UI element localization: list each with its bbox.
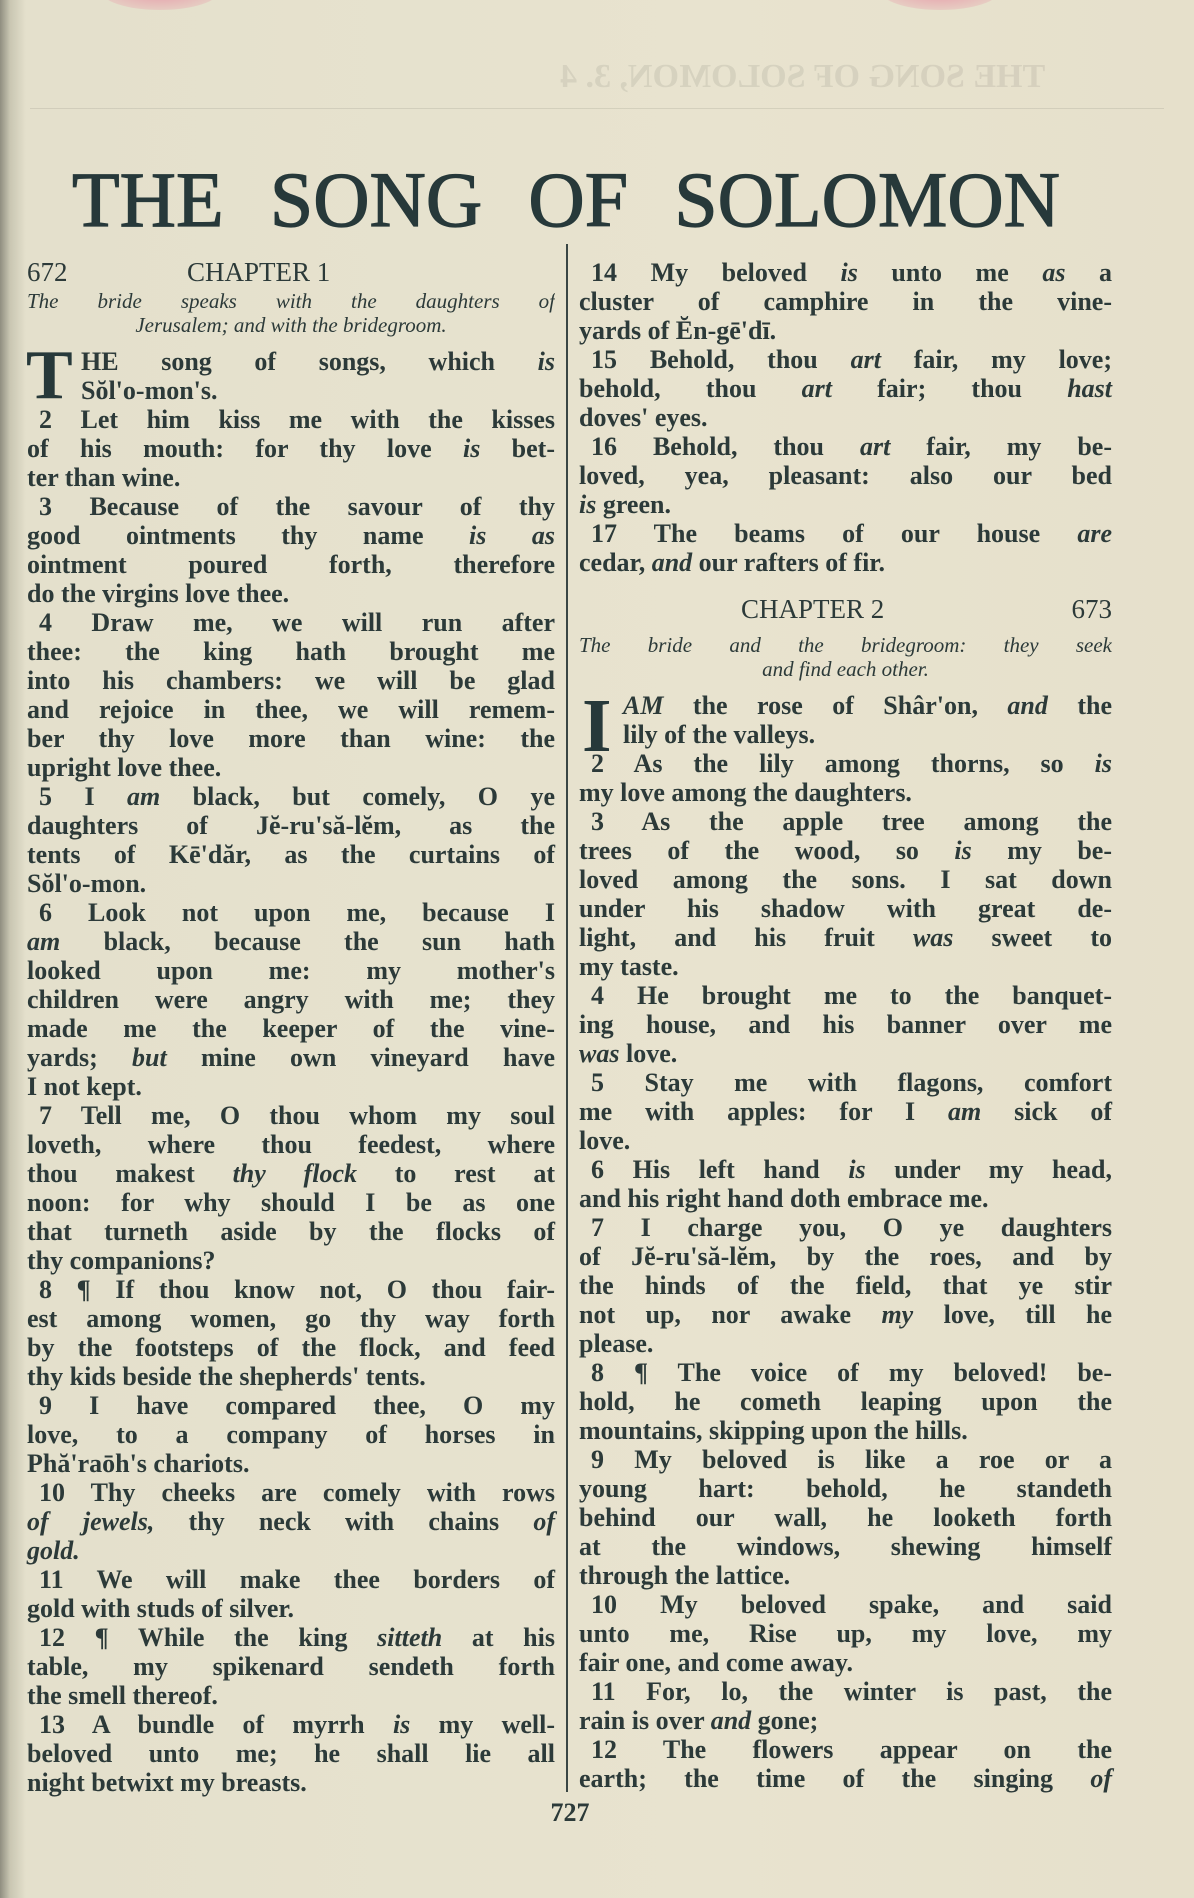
text-line — [579, 1474, 1112, 1503]
bleed-through-rule — [30, 108, 1164, 109]
text-line — [27, 637, 555, 666]
italic-text: art — [801, 374, 832, 403]
text-line — [579, 1271, 1112, 1300]
text-span: 6 His left hand — [591, 1155, 849, 1184]
text-span: love, till he — [913, 1300, 1112, 1329]
text-span: by the footsteps of the flock, and feed — [27, 1333, 555, 1362]
italic-text: thy flock — [232, 1159, 357, 1188]
text-line — [579, 1619, 1112, 1648]
text-line — [27, 1188, 555, 1217]
text-line — [27, 840, 555, 869]
text-line — [579, 1503, 1112, 1532]
text-line — [27, 1507, 555, 1536]
text-line — [579, 1242, 1112, 1271]
summary-line: The bride speaks with the daughters of — [27, 289, 555, 313]
column-divider — [566, 244, 568, 1792]
text-line — [27, 782, 555, 811]
chapter-1-heading — [27, 258, 555, 287]
italic-text: and — [651, 548, 693, 577]
text-line — [579, 374, 1112, 403]
text-line — [579, 778, 1112, 807]
text-span: fair; thou — [831, 374, 1068, 403]
text-line — [27, 1681, 555, 1710]
text-line — [579, 1648, 1112, 1677]
italic-text: hast — [1067, 374, 1112, 403]
text-line — [579, 490, 1112, 519]
bleed-through-header: THE SONG OF SOLOMON, 3. 4 — [560, 58, 1046, 95]
text-span: 11 We will make thee borders of — [39, 1565, 555, 1594]
text-line — [27, 1159, 555, 1188]
text-span: and rejoice in thee, we will remem- — [27, 695, 555, 724]
text-line — [579, 865, 1112, 894]
text-line — [27, 463, 555, 492]
text-line — [27, 376, 555, 405]
text-span: my be- — [971, 836, 1112, 865]
text-line — [579, 1590, 1112, 1619]
text-span: at his — [442, 1623, 555, 1652]
text-span: ber thy love more than wine: the — [27, 724, 555, 753]
text-span: behind our wall, he looketh forth — [579, 1503, 1112, 1532]
italic-text: and — [1007, 691, 1048, 720]
text-line — [27, 1623, 555, 1652]
text-span: of his mouth: for thy love — [27, 434, 463, 463]
text-span: loved among the sons. I sat down — [579, 865, 1112, 894]
chapter-2-text — [579, 691, 1112, 1793]
italic-text: and — [710, 1706, 752, 1735]
italic-text: is — [579, 490, 597, 519]
text-line — [579, 1068, 1112, 1097]
italic-text: art — [859, 432, 891, 461]
text-span: 2 As the lily among thorns, so — [591, 749, 1095, 778]
text-line — [579, 923, 1112, 952]
drop-cap: I — [582, 684, 612, 768]
text-span: 8 ¶ The voice of my beloved! be- — [591, 1358, 1112, 1387]
text-line — [27, 1710, 555, 1739]
chapter-1-text — [27, 347, 555, 1797]
text-line — [27, 927, 555, 956]
text-line — [27, 579, 555, 608]
chapter-2-heading — [579, 595, 1112, 624]
text-span: daughters of Jĕ-ru'să-lĕm, as the — [27, 811, 555, 840]
text-span: children were angry with me; they — [27, 985, 555, 1014]
text-span: cedar, — [579, 548, 652, 577]
italic-text: as — [1042, 258, 1066, 287]
page-reference: 672 — [27, 257, 68, 287]
text-line — [579, 894, 1112, 923]
text-line — [27, 550, 555, 579]
text-line — [579, 836, 1112, 865]
italic-text: sitteth — [377, 1623, 443, 1652]
drop-cap: T — [26, 337, 73, 414]
text-line — [579, 1387, 1112, 1416]
text-line — [27, 1594, 555, 1623]
text-span: looked upon me: my mother's — [27, 956, 555, 985]
text-line — [27, 1043, 555, 1072]
text-line — [579, 519, 1112, 548]
text-line — [579, 316, 1112, 345]
text-span: love. — [579, 1126, 631, 1155]
text-span: my love among the daughters. — [579, 778, 912, 807]
italic-text: is — [848, 1155, 866, 1184]
text-span: 12 ¶ While the king — [39, 1623, 378, 1652]
text-line — [27, 724, 555, 753]
text-span: to rest at — [356, 1159, 556, 1188]
text-line — [579, 981, 1112, 1010]
text-span: fair, my love; — [880, 345, 1112, 374]
text-span: rain is over — [579, 1706, 711, 1735]
text-span: sweet to — [953, 923, 1112, 952]
text-span: 5 Stay me with flagons, comfort — [591, 1068, 1112, 1097]
text-line — [579, 548, 1112, 577]
chapter-2-summary — [579, 633, 1112, 681]
text-span: night betwixt my breasts. — [27, 1768, 307, 1797]
text-span: our rafters of fir. — [692, 548, 885, 577]
text-span: black, because the sun hath — [60, 927, 555, 956]
text-line — [579, 1213, 1112, 1242]
text-line — [27, 1101, 555, 1130]
text-span: noon: for why should I be as one — [27, 1188, 555, 1217]
summary-line: and find each other. — [762, 657, 929, 681]
italic-text: is — [1094, 749, 1112, 778]
text-span: the hinds of the field, that ye stir — [579, 1271, 1112, 1300]
text-span: trees of the wood, so — [579, 836, 955, 865]
text-span: est among women, go thy way forth — [27, 1304, 555, 1333]
text-line — [579, 952, 1112, 981]
text-span: please. — [579, 1329, 654, 1358]
text-line — [27, 1362, 555, 1391]
text-span: loved, yea, pleasant: also our bed — [579, 461, 1112, 490]
text-line — [27, 1565, 555, 1594]
text-line — [579, 1532, 1112, 1561]
text-line — [27, 898, 555, 927]
text-span: 4 Draw me, we will run after — [39, 608, 555, 637]
text-span: through the lattice. — [579, 1561, 791, 1590]
text-span: doves' eyes. — [579, 403, 708, 432]
text-line — [27, 608, 555, 637]
text-span: good ointments thy name — [27, 521, 470, 550]
italic-text: is — [392, 1710, 411, 1739]
text-line — [579, 807, 1112, 836]
text-line — [27, 1768, 555, 1797]
text-line — [27, 811, 555, 840]
text-line — [27, 1014, 555, 1043]
italic-text: of jewels, — [27, 1507, 155, 1536]
text-span: 3 Because of the savour of thy — [39, 492, 555, 521]
text-line — [579, 432, 1112, 461]
text-line — [27, 985, 555, 1014]
italic-text: but — [132, 1043, 167, 1072]
text-span: 11 For, lo, the winter is past, the — [591, 1677, 1112, 1706]
text-line — [579, 1155, 1112, 1184]
text-span: ointment poured forth, therefore — [27, 550, 555, 579]
text-line — [27, 521, 555, 550]
text-line — [27, 434, 555, 463]
text-span: hold, he cometh leaping upon the — [579, 1387, 1112, 1416]
text-span: upright love thee. — [27, 753, 222, 782]
text-span: 9 My beloved is like a roe or a — [591, 1445, 1112, 1474]
text-span: 16 Behold, thou — [591, 432, 860, 461]
text-line — [27, 1246, 555, 1275]
text-line — [27, 492, 555, 521]
text-span: cluster of camphire in the vine- — [579, 287, 1112, 316]
text-line — [27, 1420, 555, 1449]
text-line — [579, 1329, 1112, 1358]
text-line — [579, 1097, 1112, 1126]
chapter-1-continued-text — [579, 258, 1112, 577]
text-span: that turneth aside by the flocks of — [27, 1217, 555, 1246]
text-line — [27, 1304, 555, 1333]
text-line — [579, 1677, 1112, 1706]
chapter-title: CHAPTER 1 — [187, 257, 331, 287]
text-line — [27, 1072, 555, 1101]
text-span: 3 As the apple tree among the — [591, 807, 1112, 836]
text-span: 7 I charge you, O ye daughters — [591, 1213, 1112, 1242]
text-span: gold with studs of silver. — [27, 1594, 295, 1623]
page-reference: 673 — [1071, 594, 1112, 624]
text-span: loveth, where thou feedest, where — [27, 1130, 555, 1159]
text-span: 12 The flowers appear on the — [591, 1735, 1112, 1764]
text-line — [27, 869, 555, 898]
text-line — [27, 1449, 555, 1478]
italic-text: was — [912, 923, 954, 952]
italic-text: am — [27, 927, 61, 956]
text-span: light, and his fruit — [579, 923, 913, 952]
text-line — [27, 666, 555, 695]
text-line — [27, 1478, 555, 1507]
text-line — [579, 461, 1112, 490]
text-line — [579, 1764, 1112, 1793]
text-span: 7 Tell me, O thou whom my soul — [39, 1101, 555, 1130]
text-line — [579, 1561, 1112, 1590]
text-span: made me the keeper of the vine- — [27, 1014, 555, 1043]
text-line — [579, 691, 1112, 720]
text-span: 8 ¶ If thou know not, O thou fair- — [39, 1275, 555, 1304]
text-span: thy neck with chains — [154, 1507, 534, 1536]
text-span: under my head, — [865, 1155, 1113, 1184]
text-span: gone; — [751, 1706, 819, 1735]
text-span: 5 I — [39, 782, 127, 811]
text-span: thee: the king hath brought me — [27, 637, 555, 666]
text-span: not up, nor awake — [579, 1300, 882, 1329]
text-line — [579, 1445, 1112, 1474]
text-span: thy companions? — [27, 1246, 216, 1275]
text-line — [27, 753, 555, 782]
italic-text: is — [840, 258, 858, 287]
text-line — [27, 1652, 555, 1681]
chapter-1-summary — [27, 289, 555, 337]
text-span: earth; the time of the singing — [579, 1764, 1091, 1793]
text-span: into his chambers: we will be glad — [27, 666, 555, 695]
italic-text: my — [881, 1300, 914, 1329]
text-span: behold, thou — [579, 374, 802, 403]
text-span: thou makest — [27, 1159, 233, 1188]
text-line — [579, 1010, 1112, 1039]
text-line — [27, 1739, 555, 1768]
text-span: Sŏl'o-mon's. — [81, 376, 218, 405]
text-span: black, but comely, O ye — [160, 782, 555, 811]
text-span: love, to a company of horses in — [27, 1420, 555, 1449]
text-line — [579, 287, 1112, 316]
text-span: young hart: behold, he standeth — [579, 1474, 1112, 1503]
italic-text: is as — [469, 521, 555, 550]
text-line — [579, 749, 1112, 778]
text-span: Sŏl'o-mon. — [27, 869, 147, 898]
italic-text: am — [948, 1097, 982, 1126]
text-line — [579, 1735, 1112, 1764]
text-span: a — [1065, 258, 1113, 287]
text-span: my taste. — [579, 952, 679, 981]
text-span: 2 Let him kiss me with the kisses — [39, 405, 555, 434]
text-span: ing house, and his banner over me — [579, 1010, 1112, 1039]
text-line — [27, 347, 555, 376]
italic-text: of — [533, 1507, 555, 1536]
text-line — [579, 403, 1112, 432]
text-span: 6 Look not upon me, because I — [39, 898, 555, 927]
text-span: 4 He brought me to the banquet- — [591, 981, 1112, 1010]
italic-text: gold. — [27, 1536, 80, 1565]
italic-text: is — [954, 836, 972, 865]
text-line — [579, 1039, 1112, 1068]
text-line — [27, 1275, 555, 1304]
text-span: lily of the valleys. — [623, 720, 816, 749]
text-span: fair one, and come away. — [579, 1648, 853, 1677]
page-edge-stain — [880, 0, 1000, 10]
text-line — [27, 956, 555, 985]
text-line — [27, 405, 555, 434]
text-span: 13 A bundle of myrrh — [39, 1710, 393, 1739]
text-span: ter than wine. — [27, 463, 181, 492]
text-span: under his shadow with great de- — [579, 894, 1112, 923]
text-span: yards; — [27, 1043, 133, 1072]
text-span: the rose of Shâr'on, — [663, 691, 1008, 720]
text-span: of Jĕ-ru'să-lĕm, by the roes, and by — [579, 1242, 1112, 1271]
italic-text: was — [579, 1039, 620, 1068]
text-span: and his right hand doth embrace me. — [579, 1184, 989, 1213]
summary-line: Jerusalem; and with the bridegroom. — [135, 313, 447, 337]
italic-text: AM — [623, 691, 664, 720]
text-line — [579, 1126, 1112, 1155]
text-line — [27, 1130, 555, 1159]
text-span: 15 Behold, thou — [591, 345, 851, 374]
text-line — [579, 1184, 1112, 1213]
text-span: do the virgins love thee. — [27, 579, 290, 608]
italic-text: am — [127, 782, 161, 811]
book-title: THE SONG OF SOLOMON — [72, 156, 1060, 243]
italic-text: is — [463, 434, 481, 463]
text-line — [579, 1358, 1112, 1387]
text-line — [579, 1300, 1112, 1329]
text-span: I not kept. — [27, 1072, 142, 1101]
text-line — [27, 1536, 555, 1565]
summary-line: The bride and the bridegroom: they seek — [579, 633, 1112, 657]
text-line — [579, 1706, 1112, 1735]
text-span: my well- — [410, 1710, 555, 1739]
text-span: sick of — [981, 1097, 1113, 1126]
text-span: love. — [619, 1039, 678, 1068]
text-span: HE song of songs, which — [81, 347, 538, 376]
text-line — [27, 695, 555, 724]
text-span: bet- — [480, 434, 555, 463]
text-span: green. — [596, 490, 671, 519]
text-line — [27, 1333, 555, 1362]
page-number: 727 — [550, 1798, 590, 1827]
text-span: yards of Ĕn-gē'dī. — [579, 316, 777, 345]
text-line — [27, 1217, 555, 1246]
text-span: unto me — [857, 258, 1043, 287]
text-span: 17 The beams of our house — [591, 519, 1078, 548]
text-span: mountains, skipping upon the hills. — [579, 1416, 968, 1445]
text-span: tents of Kē'dăr, as the curtains of — [27, 840, 555, 869]
text-span: table, my spikenard sendeth forth — [27, 1652, 555, 1681]
text-line — [579, 720, 1112, 749]
text-span: 10 Thy cheeks are comely with rows — [39, 1478, 555, 1507]
italic-text: of — [1090, 1764, 1112, 1793]
text-line — [27, 1391, 555, 1420]
text-span: 10 My beloved spake, and said — [591, 1590, 1112, 1619]
italic-text: art — [850, 345, 881, 374]
text-span: 9 I have compared thee, O my — [39, 1391, 555, 1420]
text-span: mine own vineyard have — [166, 1043, 555, 1072]
text-span: the smell thereof. — [27, 1681, 218, 1710]
text-span: fair, my be- — [890, 432, 1112, 461]
text-span: thy kids beside the shepherds' tents. — [27, 1362, 426, 1391]
text-line — [579, 345, 1112, 374]
text-line — [579, 1416, 1112, 1445]
text-span: beloved unto me; he shall lie all — [27, 1739, 555, 1768]
text-span: unto me, Rise up, my love, my — [579, 1619, 1112, 1648]
text-span: the — [1047, 691, 1112, 720]
chapter-title: CHAPTER 2 — [741, 594, 885, 624]
page-edge-stain — [100, 0, 220, 10]
text-line — [579, 258, 1112, 287]
text-span: me with apples: for I — [579, 1097, 949, 1126]
italic-text: is — [537, 347, 555, 376]
text-span: Phă'raōh's chariots. — [27, 1449, 250, 1478]
italic-text: are — [1077, 519, 1112, 548]
text-span: 14 My beloved — [591, 258, 841, 287]
text-span: at the windows, shewing himself — [579, 1532, 1112, 1561]
